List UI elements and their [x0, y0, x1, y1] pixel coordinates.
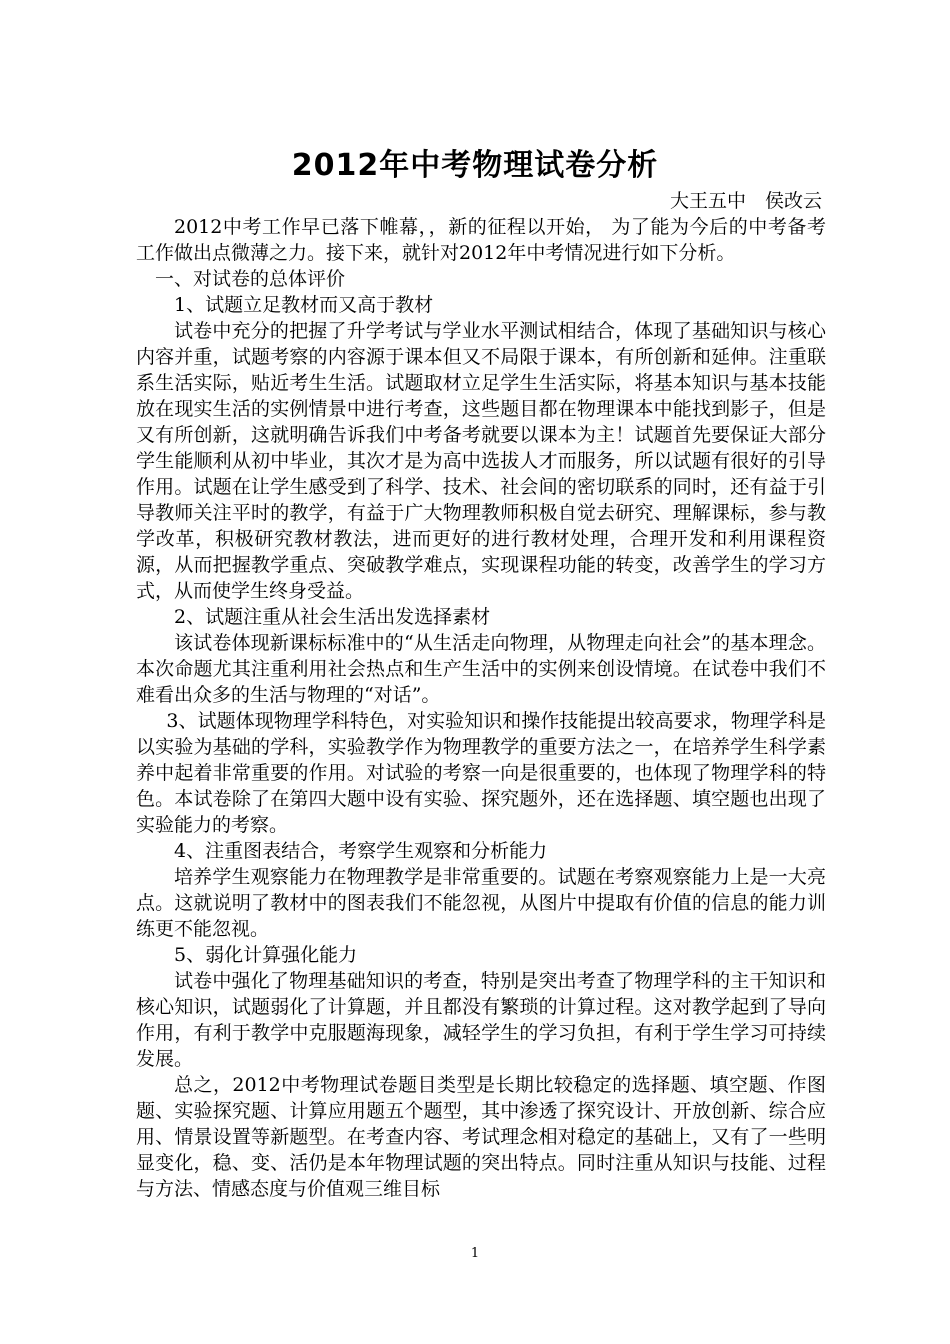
- subheading-4: 4、注重图表结合，考察学生观察和分析能力: [174, 840, 548, 862]
- document-title: 2012年中考物理试卷分析: [291, 148, 659, 183]
- paragraph-5: 试卷中强化了物理基础知识的考查，特别是突出考查了物理学科的主干知识和核心知识，试题弱化了计算题，并且都没有繁琐的计算过程。这对教学起到了导向作用，有利于教学中克服题海现象，减轻学生的学习负担，有利于学生学习可持续发展。: [136, 970, 826, 1070]
- paragraph-1: 试卷中充分的把握了升学考试与学业水平测试相结合，体现了基础知识与核心内容并重，试题考察的内容源于课本但又不局限于课本，有所创新和延伸。注重联系生活实际，贴近考生生活。试题取材立足学生生活实际，将基本知识与基本技能放在现实生活的实例情景中进行考查，这些题目都在物理课本中能找到影子，但是又有所创新，这就明确告诉我们中考备考就要以课本为主！试题首先要保证大部分学生能顺利从初中毕业，其次才是为高中选拔人才而服务，所以试题有很好的引导作用。试题在让学生感受到了科学、技术、社会间的密切联系的同时，还有益于引导教师关注平时的教学，有益于广大物理教师积极自觉去研究、理解课标，参与教学改革，积极研究教材教法，进而更好的进行教材处理，合理开发和利用课程资源，从而把握教学重点、突破教学难点，实现课程功能的转变，改善学生的学习方式，从而使学生终身受益。: [136, 320, 826, 602]
- author-line: 大王五中 侯改云: [669, 190, 822, 212]
- page-number: 1: [470, 1246, 480, 1261]
- subheading-2: 2、试题注重从社会生活出发选择素材: [174, 606, 491, 628]
- section-heading: 一、对试卷的总体评价: [155, 268, 346, 290]
- summary-paragraph: 总之，2012中考物理试卷题目类型是长期比较稳定的选择题、填空题、作图题、实验探究题、计算应用题五个题型，其中渗透了探究设计、开放创新、综合应用、情景设置等新题型。在考查内容、考试理念相对稳定的基础上，又有了一些明显变化，稳、变、活仍是本年物理试题的突出特点。同时注重从知识与技能、过程与方法、情感态度与价值观三维目标: [136, 1074, 826, 1200]
- paragraph-3: 3、试题体现物理学科特色，对实验知识和操作技能提出较高要求，物理学科是以实验为基础的学科，实验教学作为物理教学的重要方法之一，在培养学生科学素养中起着非常重要的作用。对试验的考察一向是很重要的，也体现了物理学科的特色。本试卷除了在第四大题中设有实验、探究题外，还在选择题、填空题也出现了实验能力的考察。: [136, 710, 826, 836]
- paragraph-2: 该试卷体现新课标标准中的“从生活走向物理，从物理走向社会”的基本理念。本次命题尤其注重利用社会热点和生产生活中的实例来创设情境。在试卷中我们不难看出众多的生活与物理的“对话”。: [136, 632, 826, 706]
- subheading-1: 1、试题立足教材而又高于教材: [174, 294, 434, 316]
- subheading-5: 5、弱化计算强化能力: [174, 944, 358, 966]
- intro-paragraph: 2012中考工作早已落下帷幕，，新的征程以开始， 为了能为今后的中考备考工作做出点微薄之力。接下来，就针对2012年中考情况进行如下分析。: [136, 216, 826, 264]
- document-body: [136, 214, 826, 1202]
- paragraph-4: 培养学生观察能力在物理教学是非常重要的。试题在考察观察能力上是一大亮点。这就说明了教材中的图表我们不能忽视，从图片中提取有价值的信息的能力训练更不能忽视。: [136, 866, 826, 940]
